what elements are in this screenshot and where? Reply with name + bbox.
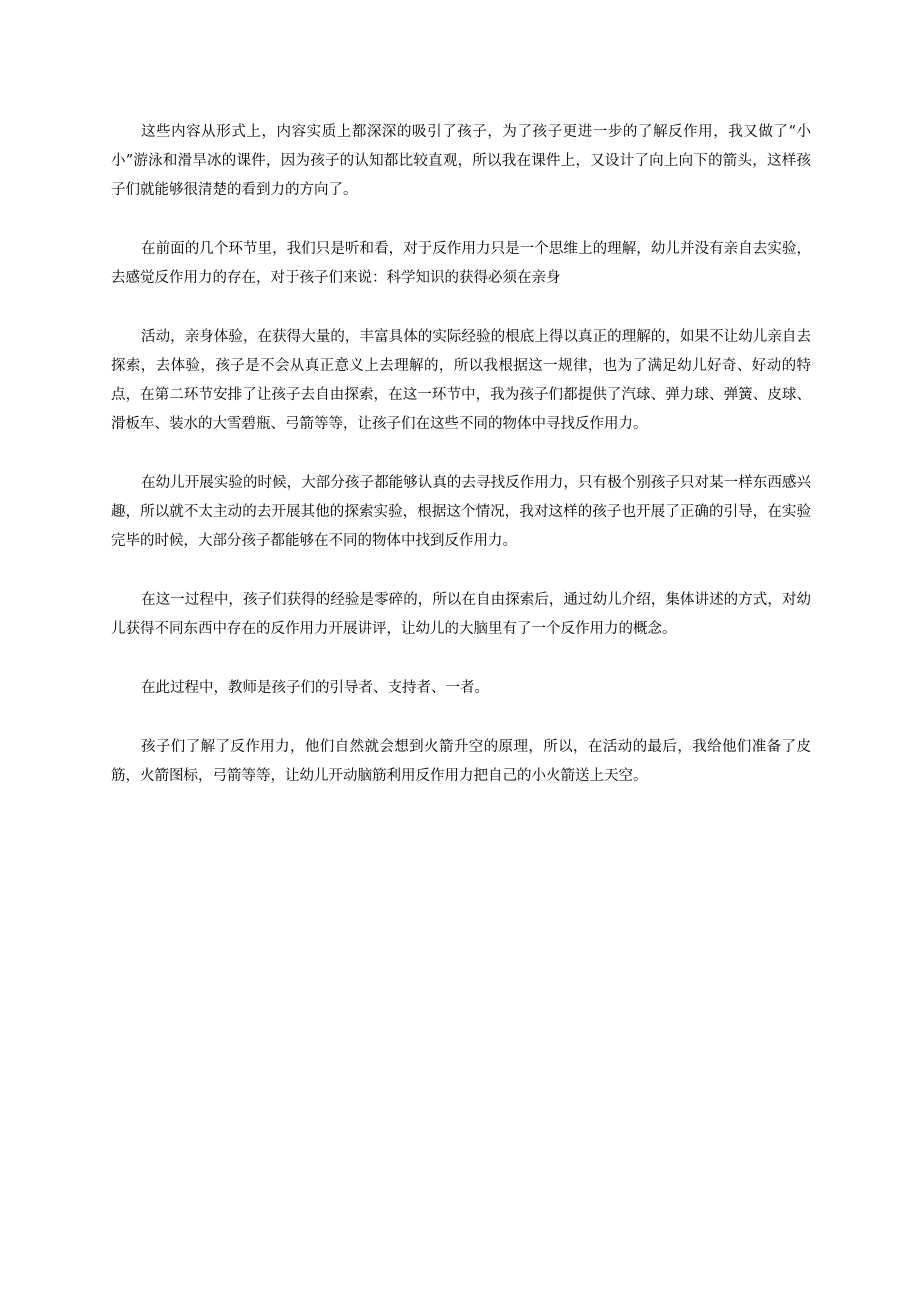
paragraph-7: 孩子们了解了反作用力，他们自然就会想到火箭升空的原理，所以，在活动的最后，我给他们准备了皮筋，火箭图标，弓箭等等，让幼儿开动脑筋利用反作用力把自己的小火箭送上天空。	[111, 739, 811, 784]
paragraph-2: 在前面的几个环节里，我们只是听和看，对于反作用力只是一个思维上的理解，幼儿并没有亲自去实验，去感觉反作用力的存在，对于孩子们来说：科学知识的获得必须在亲身	[111, 241, 811, 286]
paragraph-6: 在此过程中，教师是孩子们的引导者、支持者、一者。	[141, 680, 489, 696]
paragraph-1: 这些内容从形式上，内容实质上都深深的吸引了孩子，为了孩子更进一步的了解反作用，我又做了“小小”游泳和滑旱冰的课件，因为孩子的认知都比较直观，所以我在课件上，又设计了向上向下的箭头，这样孩子们就能够很清楚的看到力的方向了。	[111, 124, 811, 198]
paragraph-3: 活动，亲身体验，在获得大量的，丰富具体的实际经验的根底上得以真正的理解的，如果不让幼儿亲自去探索，去体验，孩子是不会从真正意义上去理解的，所以我根据这一规律，也为了满足幼儿好奇、好动的特点，在第二环节安排了让孩子去自由探索，在这一环节中，我为孩子们都提供了汽球、弹力球、弹簧、皮球、滑板车、装水的大雪碧瓶、弓箭等等，让孩子们在这些不同的物体中寻找反作用力。	[111, 329, 811, 432]
document-body	[111, 118, 811, 821]
paragraph-4: 在幼儿开展实验的时候，大部分孩子都能够认真的去寻找反作用力，只有极个别孩子只对某一样东西感兴趣，所以就不太主动的去开展其他的探索实验，根据这个情况，我对这样的孩子也开展了正确的引导，在实验完毕的时候，大部分孩子都能够在不同的物体中找到反作用力。	[111, 475, 811, 549]
paragraph-5: 在这一过程中，孩子们获得的经验是零碎的，所以在自由探索后，通过幼儿介绍，集体讲述的方式，对幼儿获得不同东西中存在的反作用力开展讲评，让幼儿的大脑里有了一个反作用力的概念。	[111, 592, 811, 637]
